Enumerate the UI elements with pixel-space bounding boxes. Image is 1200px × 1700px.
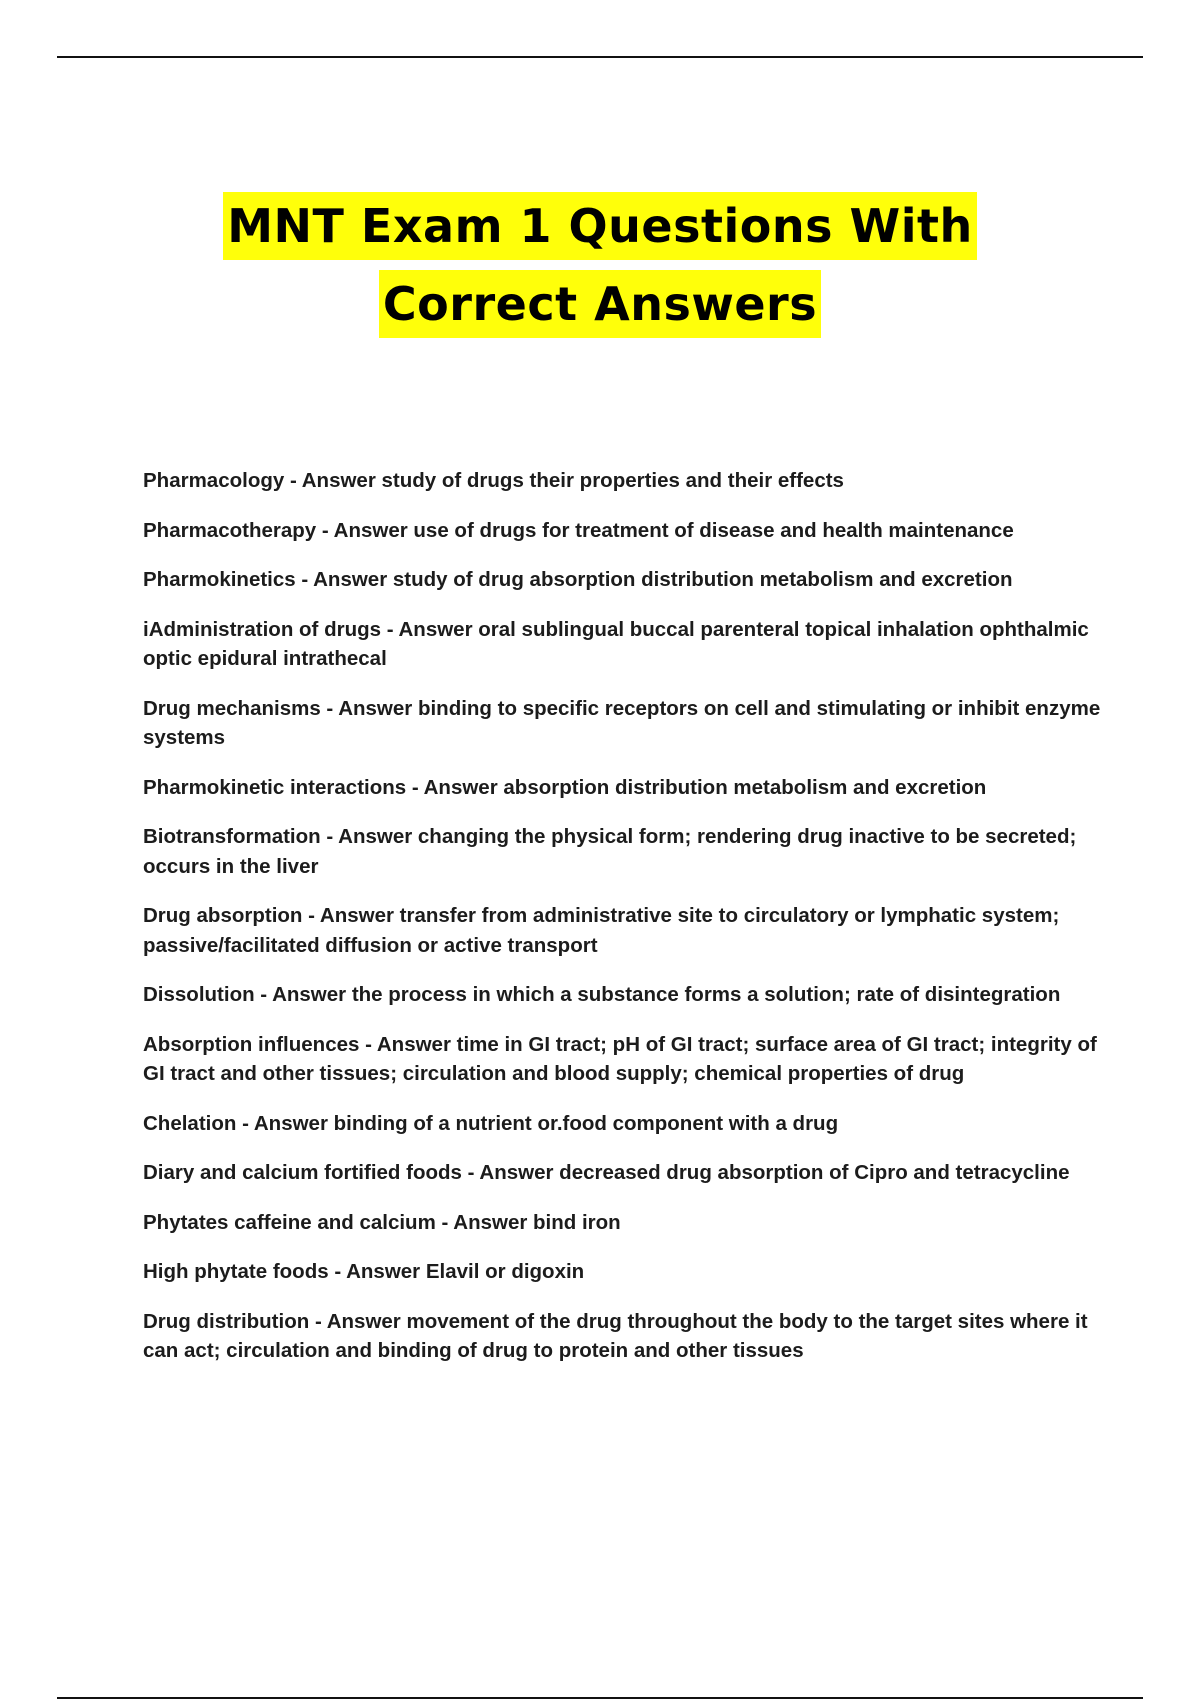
- qa-answer: absorption distribution metabolism and excretion: [503, 775, 987, 799]
- qa-separator: - Answer: [381, 617, 479, 641]
- qa-answer: bind iron: [533, 1210, 621, 1234]
- qa-item: [143, 1030, 1103, 1089]
- qa-term: High phytate foods: [143, 1260, 329, 1283]
- qa-term: Dissolution: [143, 983, 255, 1006]
- qa-answer: movement of the drug throughout the body to the target sites where it can act; circulation and binding of drug to protein and other tissues: [143, 1309, 1088, 1362]
- qa-answer: decreased drug absorption of Cipro and tetracycline: [559, 1161, 1070, 1184]
- qa-separator: - Answer: [359, 1032, 457, 1056]
- qa-answer: Elavil or digoxin: [425, 1260, 585, 1283]
- top-rule: [57, 56, 1143, 58]
- document-title: [0, 192, 1200, 338]
- qa-item: [143, 773, 1103, 803]
- qa-list: [143, 466, 1103, 1386]
- qa-term: Biotransformation: [143, 825, 321, 848]
- qa-separator: - Answer: [461, 1161, 560, 1184]
- qa-separator: - Answer: [435, 1210, 534, 1234]
- qa-answer: study of drug absorption distribution metabolism and excretion: [392, 568, 1013, 591]
- qa-item: [143, 1158, 1103, 1188]
- qa-term: Absorption influences: [143, 1032, 360, 1056]
- qa-item: [143, 1307, 1103, 1366]
- qa-answer: oral sublingual buccal parenteral topical inhalation ophthalmic optic epidural intrathecal: [143, 617, 1089, 670]
- qa-separator: - Answer: [328, 1260, 426, 1283]
- qa-answer: time in GI tract; pH of GI tract; surface area of GI tract; integrity of GI tract and other tissues; circulation and blood supply; chemical properties of drug: [143, 1032, 1097, 1085]
- qa-item: [143, 1208, 1103, 1238]
- qa-term: Drug distribution: [143, 1309, 310, 1333]
- title-line-2: Correct Answers: [379, 270, 821, 338]
- qa-separator: - Answer: [254, 983, 352, 1006]
- title-line-1: MNT Exam 1 Questions With: [223, 192, 976, 260]
- qa-separator: - Answer: [406, 775, 504, 799]
- qa-term: Pharmokinetics: [143, 568, 296, 591]
- qa-term: Drug absorption: [143, 904, 303, 927]
- qa-answer: the process in which a substance forms a solution; rate of disintegration: [351, 983, 1061, 1006]
- qa-term: Phytates caffeine and calcium: [143, 1210, 436, 1234]
- qa-term: Diary and calcium fortified foods: [143, 1161, 462, 1184]
- qa-answer: binding of a nutrient or.food component with a drug: [333, 1111, 839, 1135]
- qa-item: [143, 516, 1103, 546]
- qa-answer: binding to specific receptors on cell and stimulating or inhibit enzyme systems: [143, 696, 1101, 749]
- qa-separator: - Answer: [295, 568, 393, 591]
- qa-item: [143, 822, 1103, 881]
- qa-separator: - Answer: [284, 469, 382, 492]
- qa-term: iAdministration of drugs: [143, 617, 382, 641]
- qa-answer: transfer from administrative site to circulatory or lymphatic system; passive/facilitated diffusion or active transport: [143, 904, 1060, 957]
- qa-item: [143, 694, 1103, 753]
- qa-item: [143, 1257, 1103, 1287]
- qa-separator: - Answer: [236, 1111, 334, 1135]
- qa-separator: - Answer: [309, 1309, 407, 1333]
- qa-term: Pharmokinetic interactions: [143, 775, 407, 799]
- qa-item: [143, 565, 1103, 595]
- qa-separator: - Answer: [320, 825, 418, 848]
- qa-separator: - Answer: [316, 518, 414, 542]
- qa-item: [143, 980, 1103, 1010]
- qa-item: [143, 1109, 1103, 1139]
- bottom-rule: [57, 1697, 1143, 1699]
- qa-answer: study of drugs their properties and their effects: [381, 469, 844, 492]
- qa-term: Pharmacotherapy: [143, 518, 317, 542]
- qa-separator: - Answer: [320, 696, 418, 720]
- qa-answer: changing the physical form; rendering drug inactive to be secreted; occurs in the liver: [143, 825, 1077, 878]
- qa-answer: use of drugs for treatment of disease and health maintenance: [413, 518, 1014, 542]
- qa-item: [143, 615, 1103, 674]
- qa-item: [143, 466, 1103, 496]
- qa-item: [143, 901, 1103, 960]
- qa-separator: - Answer: [302, 904, 400, 927]
- qa-term: Chelation: [143, 1111, 237, 1135]
- qa-term: Drug mechanisms: [143, 696, 321, 720]
- qa-term: Pharmacology: [143, 469, 285, 492]
